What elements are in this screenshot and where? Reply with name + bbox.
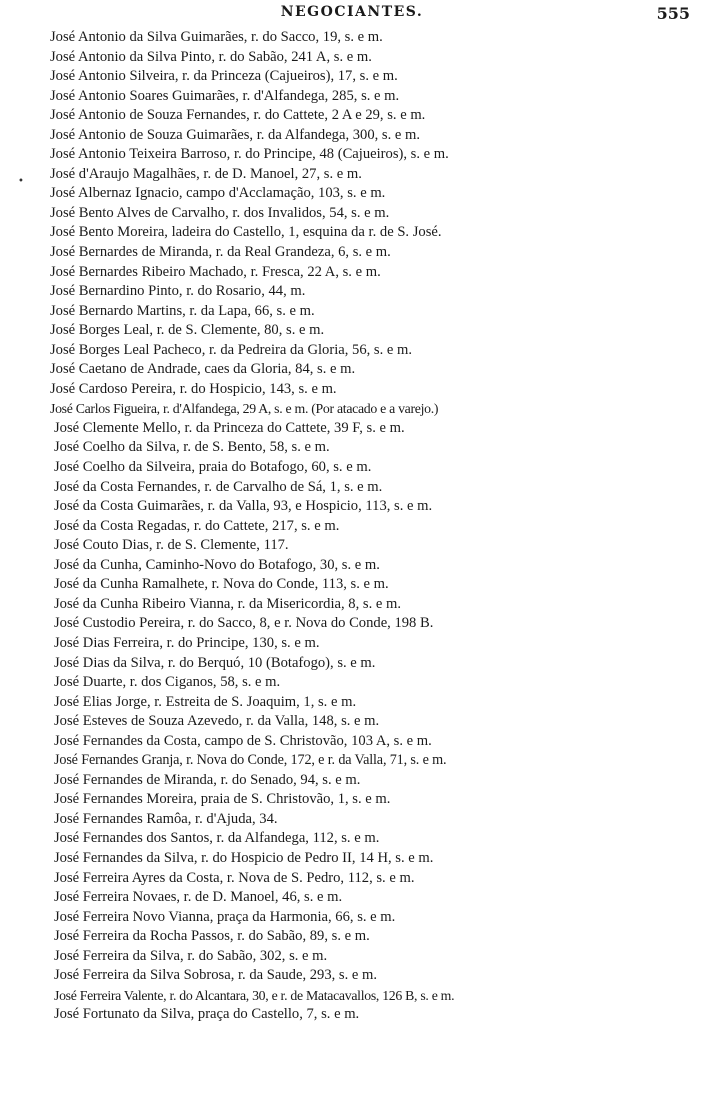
list-item: José Custodio Pereira, r. do Sacco, 8, e r. Nova do Conde, 198 B.	[54, 615, 434, 632]
list-item: José Antonio da Silva Pinto, r. do Sabão, 241 A, s. e m.	[50, 48, 372, 65]
list-item: José Bernardino Pinto, r. do Rosario, 44, m.	[50, 283, 306, 300]
list-item: José Dias da Silva, r. do Berquó, 10 (Botafogo), s. e m.	[54, 654, 376, 671]
list-item: José da Cunha, Caminho-Novo do Botafogo, 30, s. e m.	[54, 556, 380, 573]
list-item: José Antonio de Souza Fernandes, r. do Cattete, 2 A e 29, s. e m.	[50, 107, 426, 124]
list-item: José Borges Leal Pacheco, r. da Pedreira da Gloria, 56, s. e m.	[50, 341, 413, 358]
list-item: José da Cunha Ribeiro Vianna, r. da Misericordia, 8, s. e m.	[54, 595, 402, 612]
list-item: José Bento Moreira, ladeira do Castello, 1, esquina da r. de S. José.	[50, 224, 442, 241]
list-item: José Cardoso Pereira, r. do Hospicio, 143, s. e m.	[50, 380, 337, 397]
list-item: José Antonio da Silva Guimarães, r. do Sacco, 19, s. e m.	[50, 29, 383, 45]
list-item: José Fernandes Granja, r. Nova do Conde, 172, e r. da Valla, 71, s. e m.	[54, 752, 447, 769]
list-item: José Ferreira da Silva, r. do Sabão, 302, s. e m.	[54, 947, 328, 964]
list-item: José Couto Dias, r. de S. Clemente, 117.	[54, 537, 289, 554]
list-item: José Fernandes Moreira, praia de S. Christovão, 1, s. e m.	[54, 791, 391, 808]
list-item: José Antonio Teixeira Barroso, r. do Principe, 48 (Cajueiros), s. e m.	[50, 146, 449, 163]
list-item: José d'Araujo Magalhães, r. de D. Manoel, 27, s. e m.	[50, 165, 362, 182]
list-item: José Antonio Soares Guimarães, r. d'Alfandega, 285, s. e m.	[50, 87, 400, 104]
list-item: José Borges Leal, r. de S. Clemente, 80, s. e m.	[50, 322, 325, 339]
list-item: José Antonio de Souza Guimarães, r. da Alfandega, 300, s. e m.	[50, 126, 421, 143]
list-item: José Fernandes dos Santos, r. da Alfandega, 112, s. e m.	[54, 830, 380, 847]
list-item: José Albernaz Ignacio, campo d'Acclamação, 103, s. e m.	[50, 185, 386, 202]
list-item: José Antonio Silveira, r. da Princeza (Cajueiros), 17, s. e m.	[50, 68, 398, 85]
list-item: José Fortunato da Silva, praça do Castello, 7, s. e m.	[54, 1006, 360, 1023]
list-item: José Ferreira Novo Vianna, praça da Harmonia, 66, s. e m.	[54, 908, 396, 925]
list-item: José Coelho da Silveira, praia do Botafogo, 60, s. e m.	[54, 459, 372, 476]
merchant-list	[0, 28, 704, 1025]
list-item: José Clemente Mello, r. da Princeza do Cattete, 39 F, s. e m.	[54, 419, 405, 436]
page-header	[0, 4, 704, 26]
list-item: José Ferreira Ayres da Costa, r. Nova de S. Pedro, 112, s. e m.	[54, 869, 415, 886]
list-item: José Coelho da Silva, r. de S. Bento, 58, s. e m.	[54, 439, 330, 456]
list-item: José Elias Jorge, r. Estreita de S. Joaquim, 1, s. e m.	[54, 693, 357, 710]
list-item: José da Cunha Ramalhete, r. Nova do Conde, 113, s. e m.	[54, 576, 389, 593]
running-title: NEGOCIANTES.	[280, 4, 424, 20]
list-item: José Fernandes Ramôa, r. d'Ajuda, 34.	[54, 810, 278, 827]
list-item: José Esteves de Souza Azevedo, r. da Valla, 148, s. e m.	[54, 713, 380, 730]
list-item: José Duarte, r. dos Ciganos, 58, s. e m.	[54, 674, 281, 691]
list-item: José Bento Alves de Carvalho, r. dos Invalidos, 54, s. e m.	[50, 204, 390, 221]
list-item: José Ferreira Valente, r. do Alcantara, 30, e r. de Matacavallos, 126 B, s. e m.	[54, 987, 455, 1003]
list-item: José Bernardes Ribeiro Machado, r. Fresca, 22 A, s. e m.	[50, 263, 381, 280]
list-item: José Bernardes de Miranda, r. da Real Grandeza, 6, s. e m.	[50, 244, 391, 261]
page-number: 555	[656, 4, 690, 23]
list-item: José Dias Ferreira, r. do Principe, 130, s. e m.	[54, 634, 320, 651]
list-item: José Carlos Figueira, r. d'Alfandega, 29 A, s. e m. (Por atacado e a varejo.)	[50, 401, 439, 417]
list-item: José Ferreira Novaes, r. de D. Manoel, 46, s. e m.	[54, 889, 343, 906]
list-item: José Bernardo Martins, r. da Lapa, 66, s. e m.	[50, 302, 315, 319]
list-item: José Fernandes da Silva, r. do Hospicio de Pedro II, 14 H, s. e m.	[54, 849, 434, 866]
list-item: José Ferreira da Rocha Passos, r. do Sabão, 89, s. e m.	[54, 928, 370, 945]
list-item: José da Costa Fernandes, r. de Carvalho de Sá, 1, s. e m.	[54, 478, 383, 495]
list-item: José Fernandes da Costa, campo de S. Christovão, 103 A, s. e m.	[54, 732, 432, 749]
margin-mark: •	[18, 176, 24, 187]
list-item: José da Costa Regadas, r. do Cattete, 217, s. e m.	[54, 517, 340, 534]
list-item: José Caetano de Andrade, caes da Gloria, 84, s. e m.	[50, 361, 356, 378]
list-item: José Fernandes de Miranda, r. do Senado, 94, s. e m.	[54, 771, 361, 788]
list-item: José da Costa Guimarães, r. da Valla, 93, e Hospicio, 113, s. e m.	[54, 498, 433, 515]
list-item: José Ferreira da Silva Sobrosa, r. da Saude, 293, s. e m.	[54, 967, 378, 984]
